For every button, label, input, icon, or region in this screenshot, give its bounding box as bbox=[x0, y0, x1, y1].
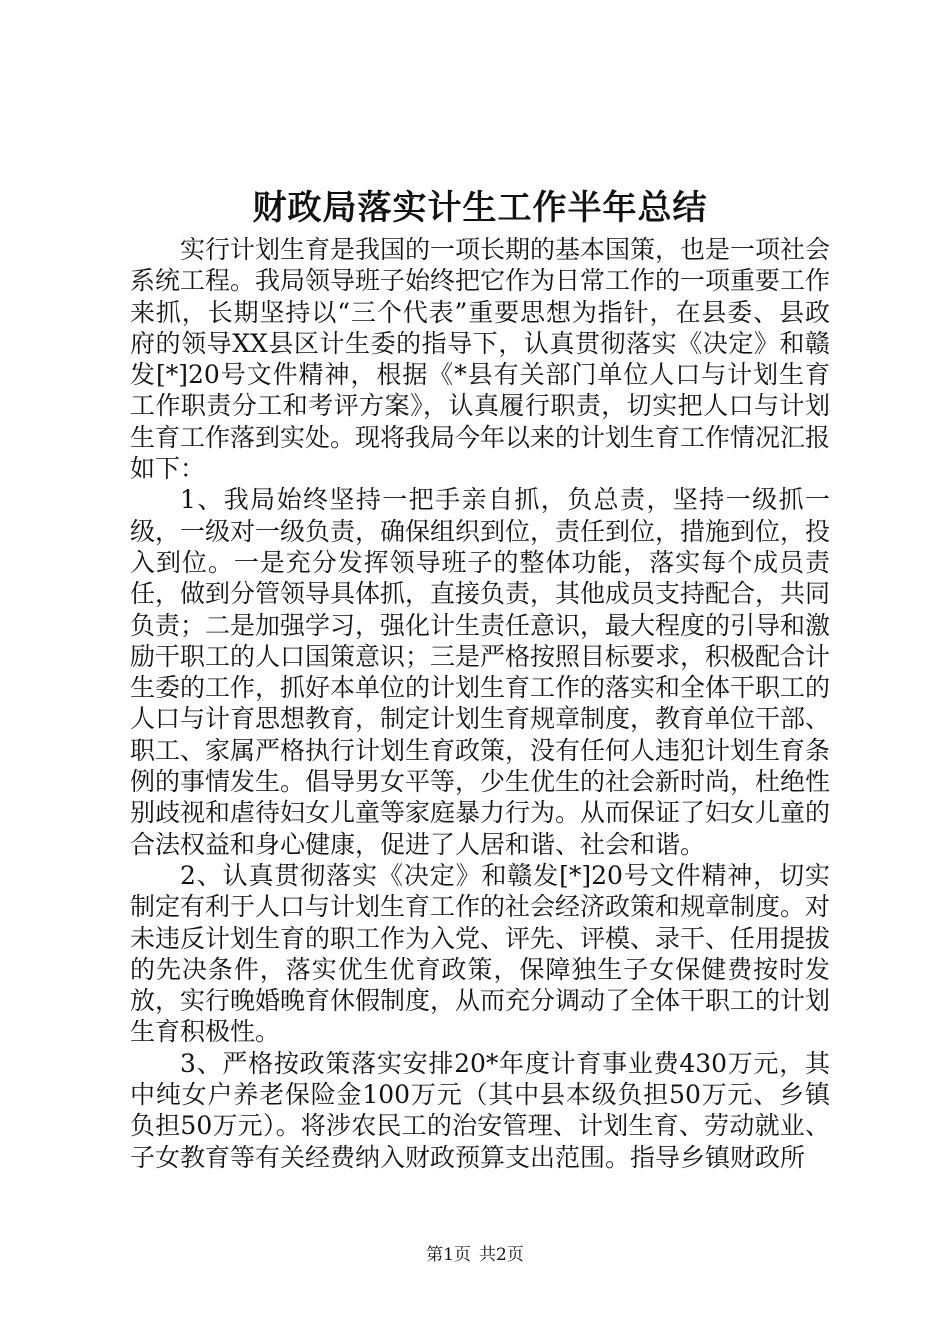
paragraph-item-3: 3、严格按政策落实安排20*年度计育事业费430万元，其中纯女户养老保险金100万元（其中县本级负担50万元、乡镇负担50万元）。将涉农民工的治安管理、计划生育、劳动就业、子女教育等有关经费纳入财政预算支出范围。指导乡镇财政所 bbox=[130, 1048, 830, 1172]
paragraph-intro: 实行计划生育是我国的一项长期的基本国策，也是一项社会系统工程。我局领导班子始终把它作为日常工作的一项重要工作来抓，长期坚持以“三个代表”重要思想为指针，在县委、县政府的领导XX县区计生委的指导下，认真贯彻落实《决定》和赣发[*]20号文件精神，根据《*县有关部门单位人口与计划生育工作职责分工和考评方案》，认真履行职责，切实把人口与计划生育工作落到实处。现将我局今年以来的计划生育工作情况汇报如下： bbox=[130, 235, 831, 484]
paragraph-item-1: 1、我局始终坚持一把手亲自抓，负总责，坚持一级抓一级，一级对一级负责，确保组织到位，责任到位，措施到位，投入到位。一是充分发挥领导班子的整体功能，落实每个成员责任，做到分管领导具体抓，直接负责，其他成员支持配合，共同负责；二是加强学习，强化计生责任意识，最大程度的引导和激励干职工的人口国策意识；三是严格按照目标要求，积极配合计生委的工作，抓好本单位的计划生育工作的落实和全体干职工的人口与计育思想教育，制定计划生育规章制度，教育单位干部、职工、家属严格执行计划生育政策，没有任何人违犯计划生育条例的事情发生。倡导男女平等，少生优生的社会新时尚，杜绝性别歧视和虐待妇女儿童等家庭暴力行为。从而保证了妇女儿童的合法权益和身心健康，促进了人居和谐、社会和谐。 bbox=[130, 485, 831, 859]
paragraph-item-2: 2、认真贯彻落实《决定》和赣发[*]20号文件精神，切实制定有利于人口与计划生育工作的社会经济政策和规章制度。对未违反计划生育的职工作为入党、评先、评模、录干、任用提拔的先决条件，落实优生优育政策，保障独生子女保健费按时发放，实行晚婚晚育休假制度，从而充分调动了全体干职工的计划生育积极性。 bbox=[130, 860, 831, 1047]
document-title: 财政局落实计生工作半年总结 bbox=[252, 188, 708, 228]
page-total: 共2页 bbox=[479, 1245, 524, 1265]
page-number: 第1页 bbox=[426, 1245, 471, 1265]
page-footer bbox=[0, 1244, 950, 1266]
document-body bbox=[130, 234, 830, 1173]
